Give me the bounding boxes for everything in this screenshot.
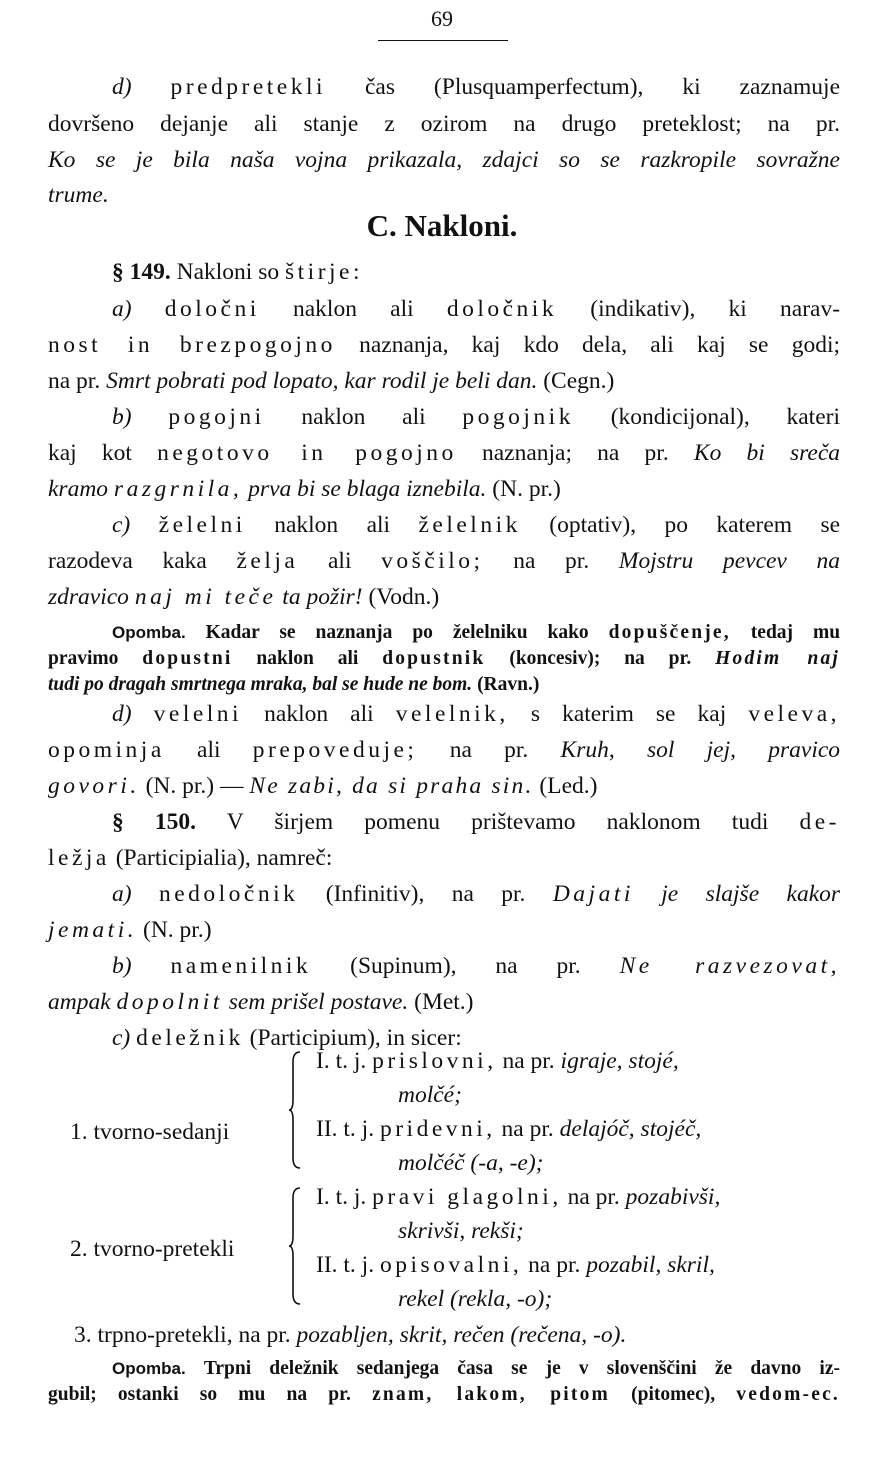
item-marker: d) [112, 74, 132, 100]
example: prva bi se blaga iznebila. [248, 476, 487, 502]
note2-line2 [48, 1382, 840, 1407]
example: je slajše kakor [661, 881, 841, 907]
text: II. t. j. [316, 1252, 375, 1278]
section-number: § 150. [112, 809, 197, 835]
item-marker: b) [112, 953, 132, 979]
text: čas (Plusquamperfectum), ki zaznamuje [364, 74, 841, 100]
group1-row2: molčé; [398, 1082, 462, 1108]
term: določnik [446, 296, 558, 322]
example: pozabljen, skrit, rečen (rečena, -o). [296, 1322, 627, 1348]
group2-brace [288, 1186, 302, 1306]
item-c-line3 [48, 582, 840, 612]
paragraph-d-example: Ko se je bila naša vojna prikazala, zdajci so se razkropile sovražne [48, 147, 840, 173]
text: (Participium), in sicer: [249, 1025, 462, 1051]
text: (Supinum), na pr. [350, 953, 581, 979]
item-b2-line1 [112, 951, 840, 981]
item-marker: c) [112, 1025, 131, 1051]
example: delajóč, stojéč, [559, 1116, 702, 1142]
text: Kadar se naznanja po želelniku kako [205, 622, 589, 643]
item-c-line1 [112, 510, 840, 540]
term: pogojni [168, 404, 265, 430]
section-150-line1 [112, 807, 840, 837]
term: voščilo; [381, 548, 484, 574]
source: (Met.) [414, 989, 474, 1015]
note1-line3 [48, 672, 840, 697]
source: (N. pr.) — [145, 773, 244, 799]
text: na pr. [502, 1048, 555, 1074]
section-number: § 149. [112, 259, 171, 285]
text: (indikativ), ki narav- [590, 296, 841, 322]
text: na pr. [48, 368, 101, 394]
term: želelnik [418, 512, 521, 538]
term: dopuščenje, [608, 622, 731, 643]
item-marker: b) [112, 404, 132, 430]
item-b-line3 [48, 474, 840, 504]
text: naznanja, kaj kdo dela, ali kaj se godi; [359, 332, 841, 358]
text: naklon ali [256, 648, 359, 669]
page-number: 69 [431, 6, 453, 31]
text: na pr. [501, 1116, 554, 1142]
text: I. t. j. [316, 1048, 367, 1074]
note-label: Opomba. [112, 1359, 186, 1378]
term: ležja [48, 845, 110, 871]
example: zdravico [48, 584, 129, 610]
example-spaced: Ne razvezovat, [619, 953, 840, 979]
item-d-line3 [48, 771, 840, 801]
example: Mojstru pevcev na [618, 548, 841, 574]
item3-line [74, 1320, 840, 1350]
example-spaced: naj mi teče [134, 584, 277, 610]
term: določni [164, 296, 260, 322]
example: pozabivši, [625, 1184, 721, 1210]
text: ali [197, 737, 221, 763]
term: želja [236, 548, 299, 574]
group1-row4: molčéč (-a, -e); [398, 1150, 544, 1176]
item-a-line3 [48, 366, 840, 396]
term: dopustni [142, 648, 233, 669]
text: pravimo [48, 648, 119, 669]
example: Smrt pobrati pod lopato, kar rodil je beli dan. [106, 368, 538, 394]
source: (N. pr.) [492, 476, 561, 502]
term: dopustnik [382, 648, 486, 669]
item-marker: a) [112, 296, 132, 322]
text: (optativ), po katerem se [549, 512, 841, 538]
item-b-line2 [48, 438, 840, 468]
text: naklon ali [264, 701, 374, 727]
item-a2-line2 [48, 915, 840, 945]
example: igraje, stojé, [560, 1048, 679, 1074]
example: sem prišel postave. [228, 989, 409, 1015]
term: želelni [158, 512, 246, 538]
item-a2-line1 [112, 879, 840, 909]
example: ta požir! [282, 584, 363, 610]
text: razodeva kaka [48, 548, 207, 574]
term-stirje: štirje: [284, 259, 364, 285]
example-spaced: razgrnila, [113, 476, 243, 502]
text: (kondicijonal), kateri [610, 404, 840, 430]
text: gubil; ostanki so mu na pr. [48, 1384, 351, 1405]
text: naklon ali [301, 404, 426, 430]
example: pozabil, skril, [586, 1252, 715, 1278]
term: znam, lakom, pitom [372, 1384, 610, 1405]
group2-row3 [316, 1250, 840, 1280]
term: velelni [153, 701, 243, 727]
section-150-line2 [48, 843, 840, 873]
term: pogojnik [462, 404, 574, 430]
item-marker: d) [112, 701, 132, 727]
note1-line2 [48, 646, 840, 671]
text: s katerim se kaj [530, 701, 727, 727]
example: kramo [48, 476, 109, 502]
note-label: Opomba. [112, 623, 186, 642]
group1-label: 1. tvorno-sedanji [70, 1119, 230, 1145]
text: I. t. j. [316, 1184, 367, 1210]
group2-row1 [316, 1182, 840, 1212]
text: (Participialia), namreč: [115, 845, 333, 871]
text: ali [327, 548, 352, 574]
note2-line1 [112, 1356, 840, 1381]
term: opominja [48, 737, 165, 763]
text: (koncesiv); na pr. [509, 648, 692, 669]
section-149-line [112, 257, 840, 287]
group2-label: 2. tvorno-pretekli [70, 1236, 235, 1262]
text: na pr. [513, 548, 590, 574]
item-d-line2 [48, 735, 840, 765]
term: de- [799, 809, 841, 835]
item-a-line1 [112, 294, 840, 324]
term: pridevni, [379, 1116, 496, 1142]
paragraph-d-example-end: trume. [48, 182, 109, 208]
source: (N. pr.) [143, 917, 212, 943]
example-spaced: Dajati [552, 881, 634, 907]
source: (Ravn.) [477, 674, 540, 695]
term: velelnik, [395, 701, 509, 727]
item-b2-line2 [48, 987, 840, 1017]
term: negotovo in pogojno [157, 440, 457, 466]
source: (Vodn.) [368, 584, 440, 610]
text: Nakloni so [176, 259, 280, 285]
group1-row3 [316, 1114, 840, 1144]
term-predpretekli: predpretekli [170, 74, 327, 100]
example-spaced: jemati. [48, 917, 138, 943]
text: naklon ali [274, 512, 391, 538]
text: kaj kot [48, 440, 132, 466]
text: naznanja; na pr. [481, 440, 669, 466]
text: na pr. [528, 1252, 581, 1278]
item-marker: a) [112, 881, 132, 907]
term: prepoveduje; [252, 737, 418, 763]
group2-row2: skrivši, rekši; [398, 1218, 524, 1244]
source: (Led.) [539, 773, 598, 799]
text: (pitomec), [631, 1384, 716, 1405]
text: 3. trpno-pretekli, na pr. [74, 1322, 291, 1348]
term: pravi glagolni, [372, 1184, 562, 1210]
example: Kruh, sol jej, pravico [560, 737, 841, 763]
text: tedaj mu [750, 622, 841, 643]
item-d-line1 [112, 699, 840, 729]
item-c-line2 [48, 546, 840, 576]
example: tudi po dragah smrtnega mraka, bal se hude ne bom. [48, 674, 473, 695]
text: na pr. [567, 1184, 620, 1210]
item-b-line1 [112, 402, 840, 432]
term: veleva, [748, 701, 841, 727]
group1-row1 [316, 1046, 840, 1076]
text: (Infinitiv), na pr. [325, 881, 526, 907]
term: nedoločnik [158, 881, 299, 907]
term: nost in brezpogojno [48, 332, 336, 358]
example: Ko bi sreča [693, 440, 840, 466]
text: II. t. j. [316, 1116, 375, 1142]
example-spaced: dopolnit [116, 989, 223, 1015]
group2-row4: rekel (rekla, -o); [398, 1286, 553, 1312]
item-marker: c) [112, 512, 131, 538]
note1-line1 [112, 620, 840, 645]
text: Trpni deležnik sedanjega časa se je v slovenščini že davno iz- [203, 1358, 840, 1379]
group1-brace [288, 1050, 302, 1170]
example: ampak [48, 989, 111, 1015]
example: Hodim naj [715, 648, 841, 669]
text: naklon ali [292, 296, 414, 322]
example-spaced: Ne zabi, da si praha sin. [249, 773, 534, 799]
term: namenilnik [170, 953, 312, 979]
section-heading: C. Nakloni. [366, 208, 518, 243]
example-spaced: govori. [48, 773, 140, 799]
term: vedom-ec. [736, 1384, 841, 1405]
term: prislovni, [372, 1048, 497, 1074]
paragraph-d-line2: dovršeno dejanje ali stanje z ozirom na drugo preteklost; na pr. [48, 111, 840, 137]
item-a-line2 [48, 330, 840, 360]
text: na pr. [449, 737, 529, 763]
term: deležnik [136, 1025, 244, 1051]
term: opisovalni, [379, 1252, 523, 1278]
source: (Cegn.) [543, 368, 615, 394]
paragraph-d-line1 [112, 72, 840, 102]
text: V širjem pomenu prištevamo naklonom tudi [226, 809, 769, 835]
page-number-rule [378, 40, 508, 41]
